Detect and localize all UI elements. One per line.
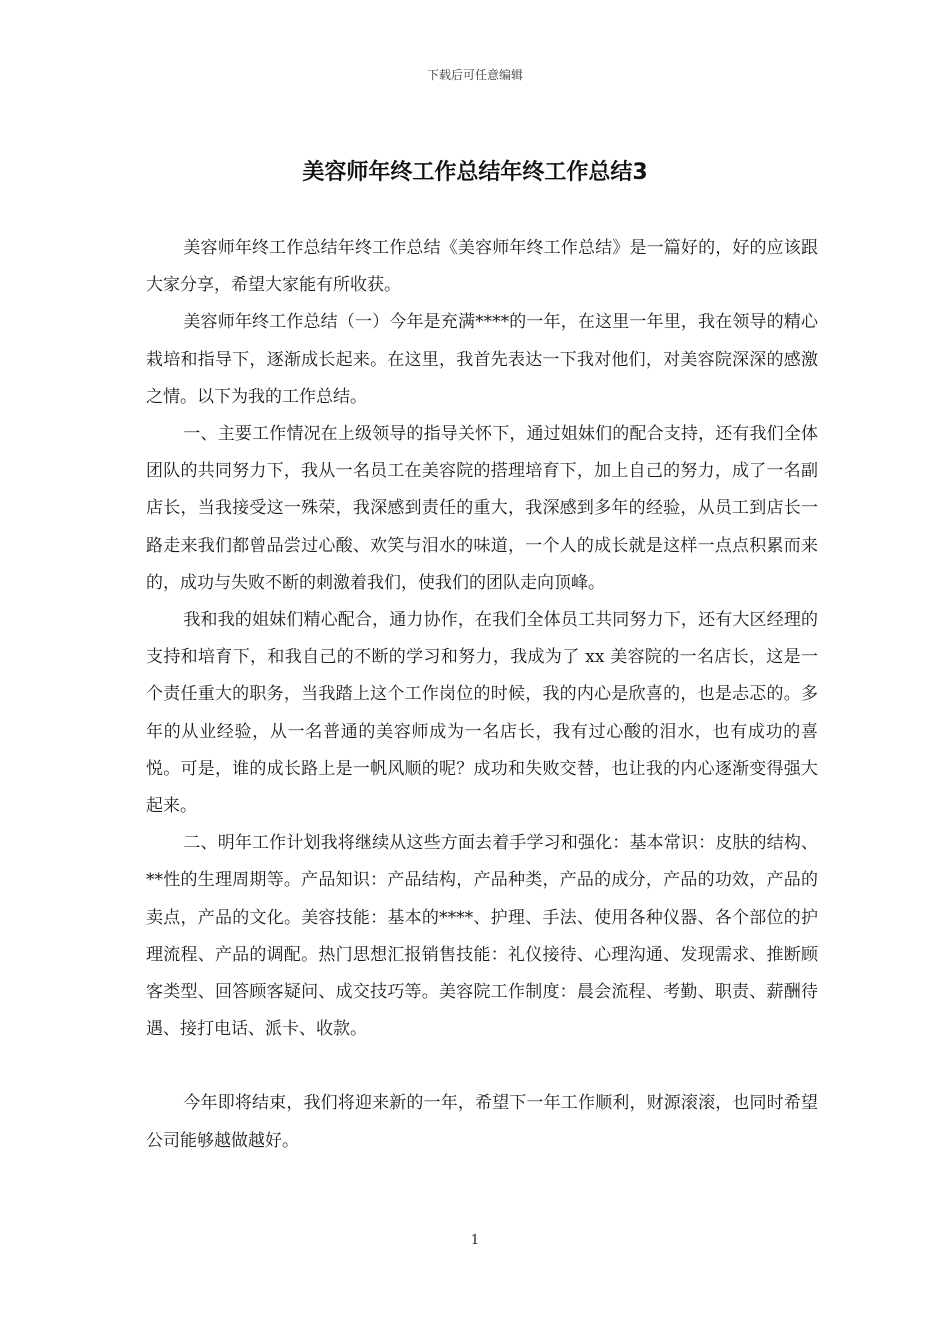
paragraph-intro: 美容师年终工作总结年终工作总结《美容师年终工作总结》是一篇好的，好的应该跟大家分享，希望大家能有所收获。 (146, 238, 818, 296)
document-title: 美容师年终工作总结年终工作总结3 (302, 160, 648, 185)
paragraph-main-work: 一、主要工作情况在上级领导的指导关怀下，通过姐妹们的配合支持，还有我们全体团队的共同努力下，我从一名员工在美容院的搭理培育下，加上自己的努力，成了一名副店长，当我接受这一殊荣，我深感到责任的重大，我深感到多年的经验，从员工到店长一路走来我们都曾品尝过心酸、欢笑与泪水的味道，一个人的成长就是这样一点点积累而来的，成功与失败不断的刺激着我们，使我们的团队走向顶峰。 (146, 424, 818, 593)
paragraph-store-manager: 我和我的姐妹们精心配合，通力协作，在我们全体员工共同努力下，还有大区经理的支持和培育下，和我自己的不断的学习和努力，我成为了 xx 美容院的一名店长，这是一个责任重大的职务，当我踏上这个工作岗位的时候，我的内心是欣喜的，也是忐忑的。多年的从业经验，从一名普通的美容师成为一名店长，我有过心酸的泪水，也有成功的喜悦。可是，谁的成长路上是一帆风顺的呢？成功和失败交替，也让我的内心逐渐变得强大起来。 (146, 610, 818, 817)
paragraph-closing: 今年即将结束，我们将迎来新的一年，希望下一年工作顺利，财源滚滚，也同时希望公司能够越做越好。 (146, 1093, 818, 1151)
page-number: 1 (470, 1233, 480, 1248)
paragraph-next-year-plan: 二、明年工作计划我将继续从这些方面去着手学习和强化：基本常识：皮肤的结构、**性的生理周期等。产品知识：产品结构，产品种类，产品的成分，产品的功效，产品的卖点，产品的文化。美容技能：基本的****、护理、手法、使用各种仪器、各个部位的护理流程、产品的调配。热门思想汇报销售技能：礼仪接待、心理沟通、发现需求、推断顾客类型、回答顾客疑问、成交技巧等。美容院工作制度：晨会流程、考勤、职责、薪酬待遇、接打电话、派卡、收款。 (146, 833, 818, 1040)
document-body (146, 230, 818, 1160)
paragraph-summary-one: 美容师年终工作总结（一）今年是充满****的一年，在这里一年里，我在领导的精心栽培和指导下，逐渐成长起来。在这里，我首先表达一下我对他们，对美容院深深的感激之情。以下为我的工作总结。 (146, 312, 818, 407)
header-note: 下载后可任意编辑 (426, 68, 523, 82)
